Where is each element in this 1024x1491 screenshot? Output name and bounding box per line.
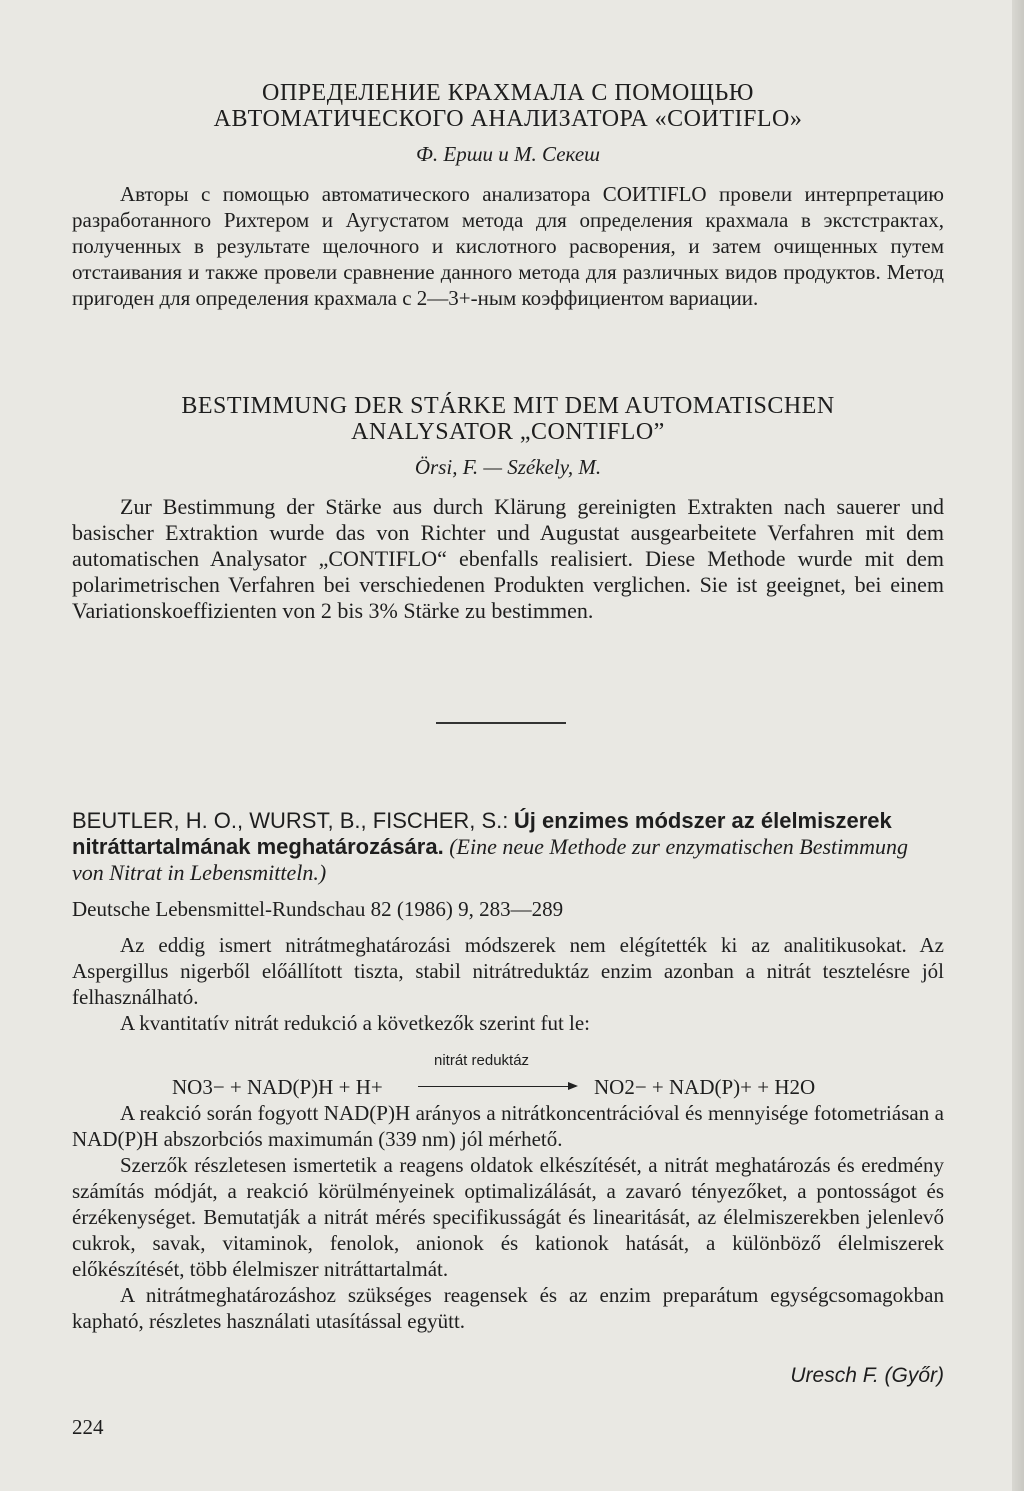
russian-abstract-text: Авторы с помощью автоматического анализатора COИTIFLO провели интерпретацию разработанного Рихтером и Аугустатом метода для определения крахмала в экстстрактах, полученных в результате щелочного и кислотного расворения, и затем очищенных путем отстаивания и также провели сравнение данного метода для различных видов продуктов. Метод пригоден для определения крахмала с 2—3+-ным коэффициентом вариации. bbox=[72, 182, 944, 310]
equation-reactants: NO3− + NAD(P)H + H+ bbox=[172, 1075, 383, 1099]
review-section bbox=[72, 808, 944, 1334]
reaction-arrow-icon bbox=[418, 1086, 576, 1087]
russian-abstract-section bbox=[72, 80, 944, 311]
reaction-equation bbox=[72, 1038, 944, 1100]
german-authors: Örsi, F. — Székely, M. bbox=[414, 455, 602, 479]
enzyme-label: nitrát reduktáz bbox=[434, 1052, 530, 1069]
russian-title-line-1: ОПРЕДЕЛЕНИЕ КРАХМАЛА С ПОМОЩЬЮ bbox=[262, 80, 754, 106]
page-number: 224 bbox=[72, 1415, 104, 1439]
review-paragraph-3: A reakció során fogyott NAD(P)H arányos a nitrátkoncentrációval és mennyisége fotometriásan a NAD(P)H abszorbciós maximumán (339 nm) jól mérhető. bbox=[72, 1101, 944, 1151]
review-paragraph-5: A nitrátmeghatározáshoz szükséges reagensek és az enzim preparátum egységcsomagokban kapható, részletes használati utasítással együtt. bbox=[72, 1283, 944, 1333]
review-paragraph-1: Az eddig ismert nitrátmeghatározási módszerek nem elégítették ki az analitikusokat. Az Aspergillus nigerből előállított tiszta, stabil nitrátreduktáz enzim azonban a nitrát tesztelésre jól felhasználható. bbox=[72, 933, 944, 1009]
review-paragraph-4: Szerzők részletesen ismertetik a reagens oldatok elkészítését, a nitrát meghatározás és eredmény számítás módját, a reakció körülményeinek optimalizálását, a zavaró tényezőket, a pontosságot és érzékenységet. Bemutatják a nitrát mérés specifikusságát és linearitását, az élelmiszerekben jelenlevő cukrok, savak, vitaminok, fenolok, anionok és kationok hatását, a különböző élelmiszerek előkészítését, több élelmiszer nitráttartalmát. bbox=[72, 1153, 944, 1281]
german-abstract-section bbox=[72, 393, 944, 624]
equation-products: NO2− + NAD(P)+ + H2O bbox=[594, 1075, 816, 1099]
russian-authors: Ф. Ерши и М. Секеш bbox=[415, 142, 600, 166]
review-title-hungarian: Új enzimes módszer az élelmiszerek nitráttartalmának meghatározására. bbox=[72, 808, 892, 859]
review-citation bbox=[72, 808, 944, 886]
review-title-german: (Eine neue Methode zur enzymatischen Bestimmung von Nitrat in Lebensmitteln.) bbox=[72, 834, 909, 885]
review-authors: BEUTLER, H. O., WURST, B., FISCHER, S.: bbox=[72, 808, 509, 833]
review-paragraph-2: A kvantitatív nitrát redukció a következők szerint fut le: bbox=[120, 1011, 591, 1035]
section-divider bbox=[436, 722, 566, 724]
page-edge-shadow bbox=[1012, 0, 1024, 1491]
german-abstract-text: Zur Bestimmung der Stärke aus durch Klärung gereinigten Extrakten nach sauerer und basischer Extraktion wurde das von Richter und Augustat ausgearbeitete Verfahren mit dem automatischen Analysator „CONTIFLO“ ebenfalls realisiert. Diese Methode wurde mit dem polarimetrischen Verfahren bei verschiedenen Produkten verglichen. Sie ist geeignet, bei einem Variationskoeffizienten von 2 bis 3% Stärke zu bestimmen. bbox=[72, 494, 944, 623]
german-title-line-2: ANALYSATOR „CONTIFLO” bbox=[351, 419, 665, 445]
russian-title-line-2: АВТОМАТИЧЕСКОГО АНАЛИЗАТОРА «COИTIFLO» bbox=[213, 106, 803, 132]
german-title-line-1: BESTIMMUNG DER STÁRKE MIT DEM AUTOMATISCHEN bbox=[181, 393, 835, 419]
reviewer-signature: Uresch F. (Győr) bbox=[790, 1364, 944, 1387]
review-journal: Deutsche Lebensmittel-Rundschau 82 (1986) 9, 283—289 bbox=[72, 897, 564, 921]
